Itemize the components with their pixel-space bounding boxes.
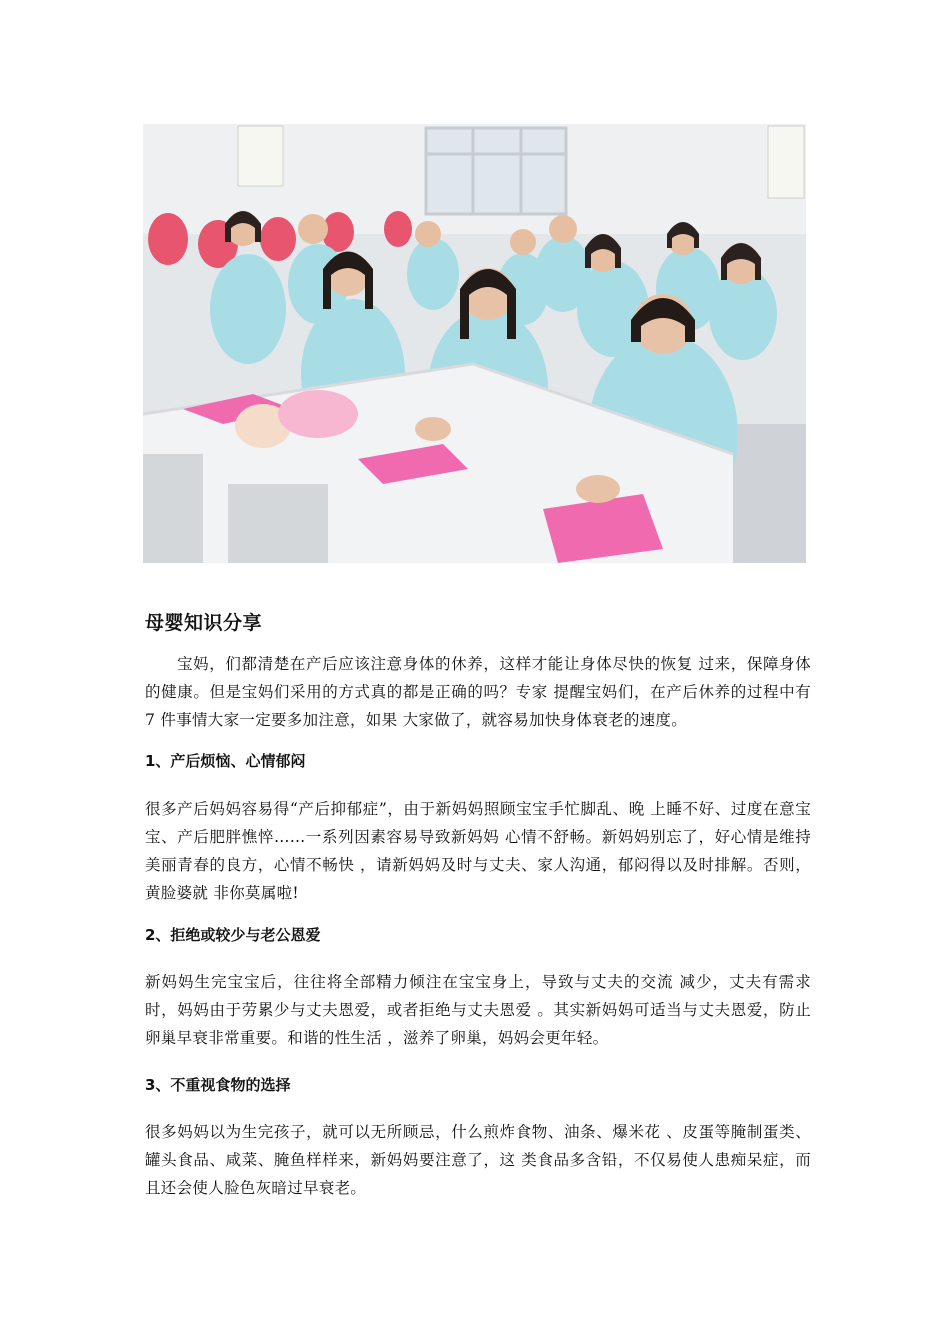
section-1-title: 1、产后烦恼、心情郁闷 xyxy=(145,752,306,770)
section-3-body: 很多妈妈以为生完孩子，就可以无所顾忌，什么煎炸食物、油条、爆米花 、皮蛋等腌制蛋类、罐头食品、咸菜、腌鱼样样来，新妈妈要注意了，这 类食品多含铅，不仅易使人患痴呆症，而且还会使人脸色灰暗过早衰老。 xyxy=(145,1123,811,1197)
page-title: 母婴知识分享 xyxy=(145,612,263,634)
section-3-title: 3、不重视食物的选择 xyxy=(145,1076,291,1094)
section-1-body: 很多产后妈妈容易得“产后抑郁症”，由于新妈妈照顾宝宝手忙脚乱、晚 上睡不好、过度在意宝宝、产后肥胖憔悴……一系列因素容易导致新妈妈 心情不舒畅。新妈妈别忘了，好心情是维持美丽青春的良方，心情不畅快 ，请新妈妈及时与丈夫、家人沟通，郁闷得以及时排解。否则，黄脸婆就 非你莫属啦! xyxy=(145,800,811,902)
intro-paragraph: 宝妈，们都清楚在产后应该注意身体的休养，这样才能让身体尽快的恢复 过来，保障身体的健康。但是宝妈们采用的方式真的都是正确的吗？专家 提醒宝妈们，在产后休养的过程中有 7 件事情大家一定要多加注意，如果 大家做了，就容易加快身体衰老的速度。 xyxy=(145,655,811,729)
section-2-title: 2、拒绝或较少与老公恩爱 xyxy=(145,926,321,944)
classroom-photo xyxy=(143,124,806,563)
section-2-body: 新妈妈生完宝宝后，往往将全部精力倾注在宝宝身上，导致与丈夫的交流 减少，丈夫有需求时，妈妈由于劳累少与丈夫恩爱，或者拒绝与丈夫恩爱 。其实新妈妈可适当与丈夫恩爱，防止卵巢早衰非常重要。和谐的性生活 ，滋养了卵巢，妈妈会更年轻。 xyxy=(145,973,811,1047)
